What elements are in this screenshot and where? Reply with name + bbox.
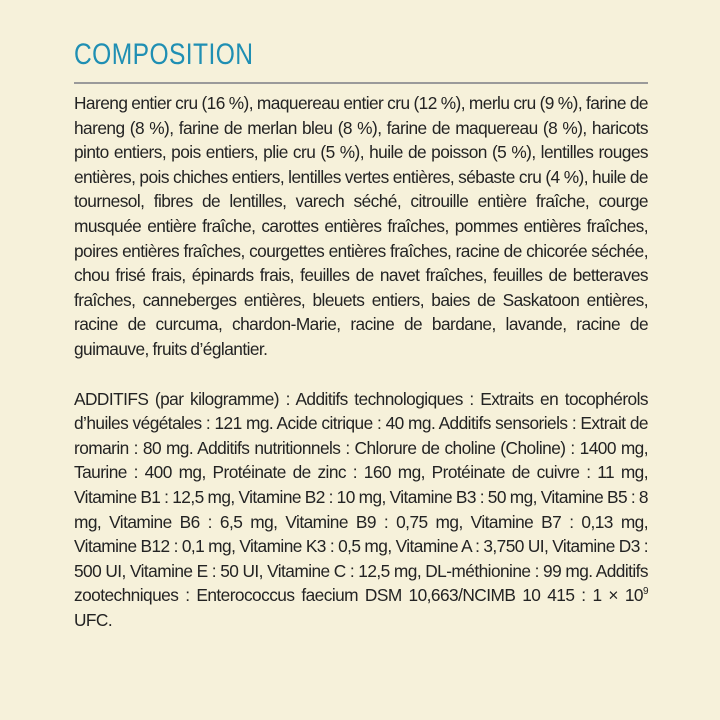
page-title: COMPOSITION	[74, 38, 254, 71]
additives-suffix: UFC.	[74, 609, 113, 630]
additives-text: ADDITIFS (par kilogramme) : Additifs technologiques : Extraits en tocophérols d’huiles végétales : 121 mg. Acide citrique : 40 mg. Additifs sensoriels : Extrait de romarin : 80 mg. Additifs nutritionnels : Chlorure de choline (Choline) : 1400 mg, Taurine : 400 mg, Protéinate de zinc : 160 mg, Protéinate de cuivre : 11 mg, Vitamine B1 : 12,5 mg, Vitamine B2 : 10 mg, Vitamine B3 : 50 mg, Vitamine B5 : 8 mg, Vitamine B6 : 6,5 mg, Vitamine B9 : 0,75 mg, Vitamine B7 : 0,13 mg, Vitamine B12 : 0,1 mg, Vitamine K3 : 0,5 mg, Vitamine A : 3,750 UI, Vitamine D3 : 500 UI, Vitamine E : 50 UI, Vitamine C : 12,5 mg, DL-méthionine : 99 mg. Additifs zootechniques : Enterococcus faecium DSM 10,663/NCIMB 10 415 : 1 × 10	[74, 388, 648, 606]
additives-paragraph	[74, 387, 648, 633]
additives-exponent: 9	[642, 586, 648, 598]
title-divider	[74, 82, 648, 84]
ingredients-paragraph: Hareng entier cru (16 %), maquereau entier cru (12 %), merlu cru (9 %), farine de hareng (8 %), farine de merlan bleu (8 %), farine de maquereau (8 %), haricots pinto entiers, pois entiers, plie cru (5 %), huile de poisson (5 %), lentilles rouges entières, pois chiches entiers, lentilles vertes entières, sébaste cru (4 %), huile de tournesol, fibres de lentilles, varech séché, citrouille entière fraîche, courge musquée entière fraîche, carottes entières fraîches, pommes entières fraîches, poires entières fraîches, courgettes entières fraîches, racine de chicorée séchée, chou frisé frais, épinards frais, feuilles de navet fraîches, feuilles de betteraves fraîches, canneberges entières, bleuets entiers, baies de Saskatoon entières, racine de curcuma, chardon-Marie, racine de bardane, lavande, racine de guimauve, fruits d’églantier.	[74, 93, 648, 359]
